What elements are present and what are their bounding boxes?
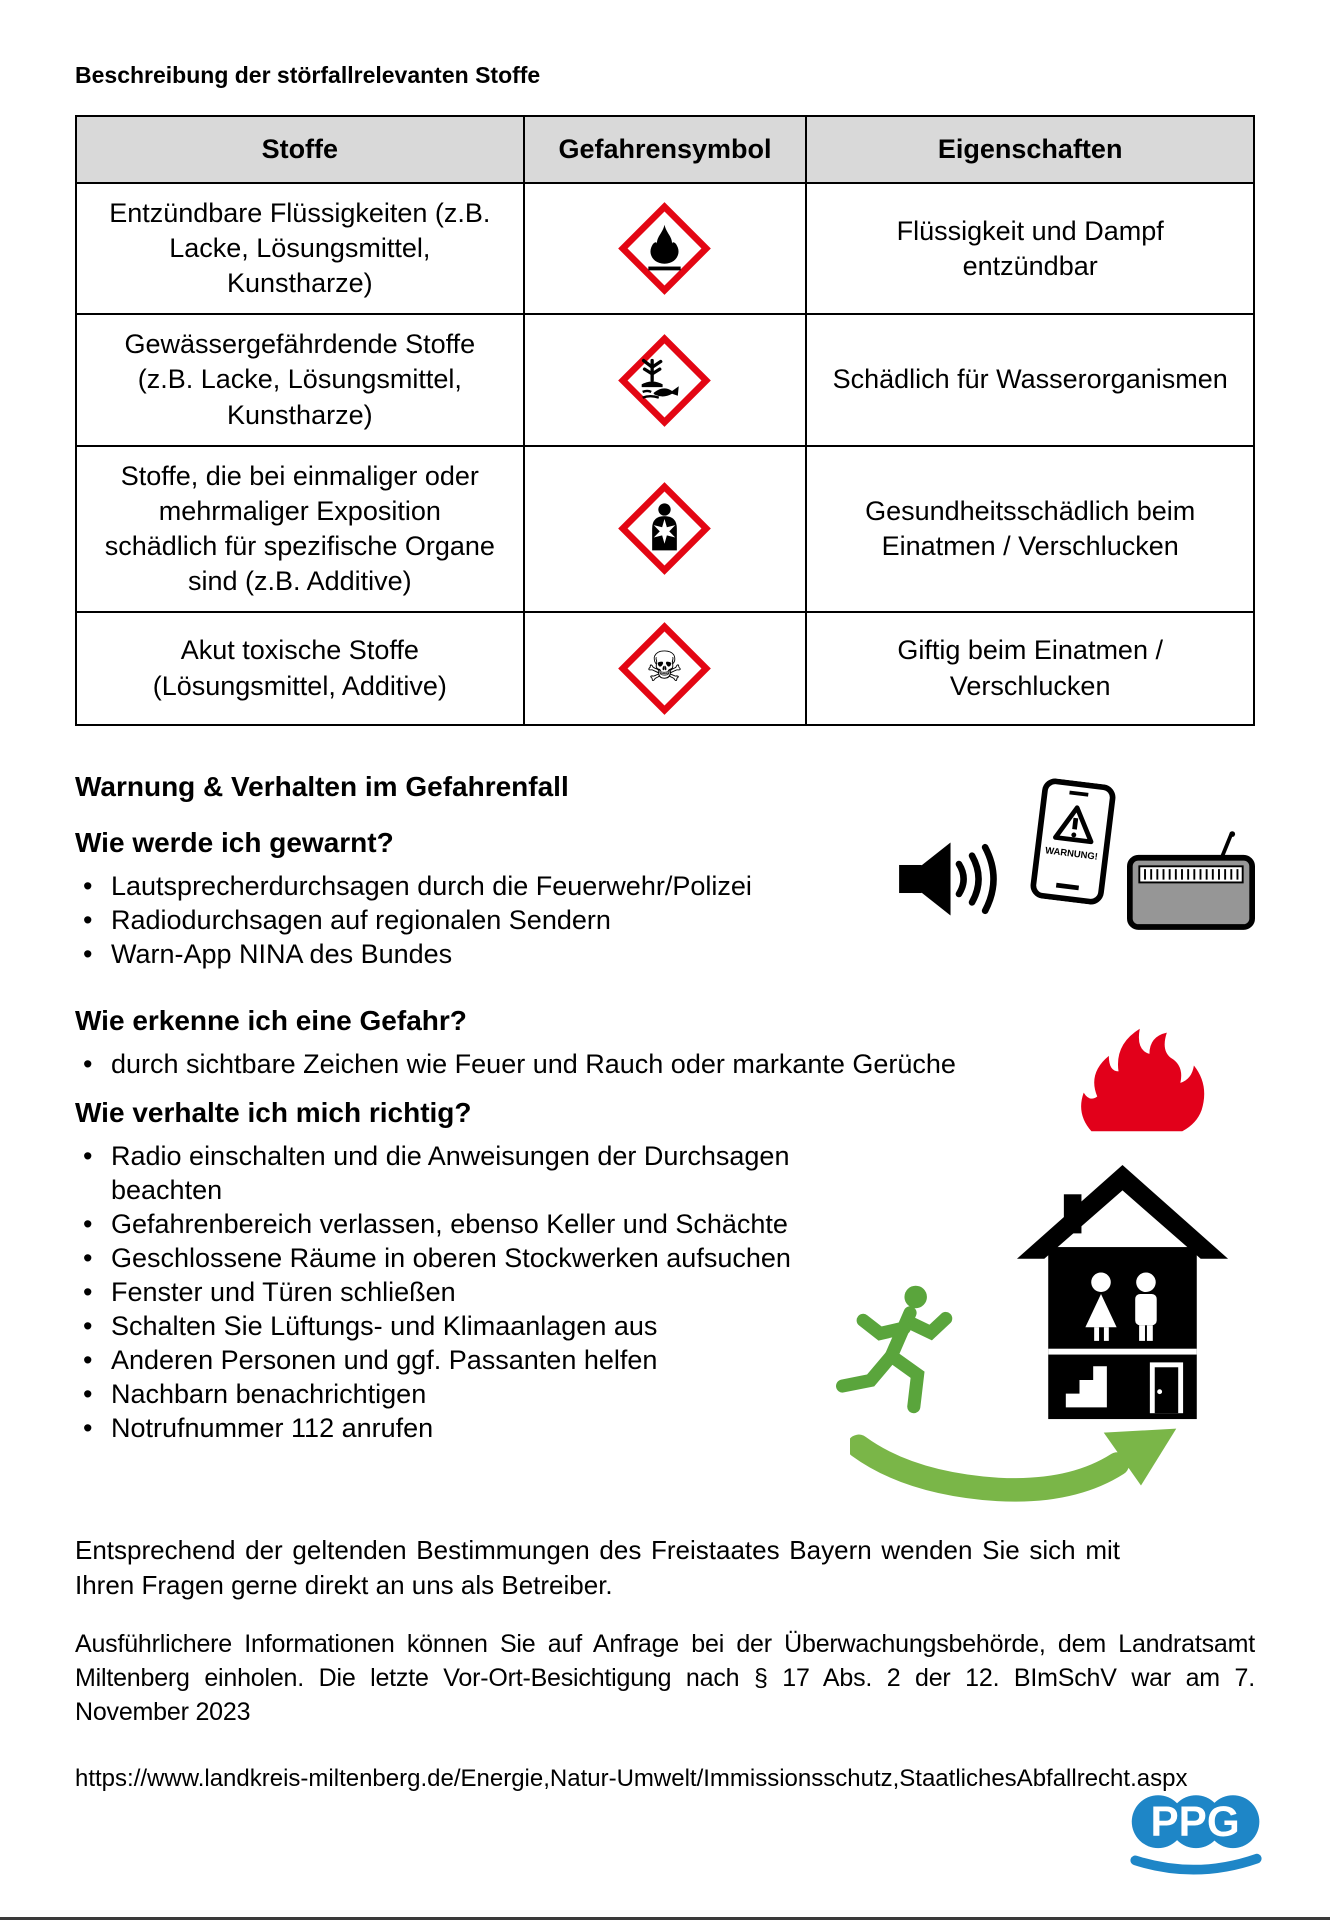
house-shelter-icon [1015,1161,1230,1425]
fire-icon [1070,1023,1225,1139]
table-row [76,612,1254,725]
section-title-warnung: Warnung & Verhalten im Gefahrenfall [75,771,569,803]
symbol-cell [524,183,807,314]
property-cell: Flüssigkeit und Dampf entzündbar [806,183,1254,314]
bullet-item: • Schalten Sie Lüftungs- und Klimaanlagen aus [75,1309,855,1343]
subsection-heading-warned: Wie werde ich gewarnt? [75,827,394,859]
subsection-heading-recognize: Wie erkenne ich eine Gefahr? [75,1005,467,1037]
substance-cell: Entzündbare Flüssigkeiten (z.B. Lacke, Lösungsmittel, Kunstharze) [76,183,524,314]
bullet-item: • durch sichtbare Zeichen wie Feuer und Rauch oder markante Gerüche [75,1047,1035,1081]
skull-glyph: ☠ [646,641,684,691]
bullet-item: • Radiodurchsagen auf regionalen Sendern [75,903,835,937]
table-row [76,183,1254,314]
ghs-flame-icon [617,201,712,296]
ppg-logo-text: PPG [1150,1797,1240,1845]
bullet-item: • Lautsprecherdurchsagen durch die Feuerwehr/Polizei [75,869,835,903]
property-cell: Gesundheitsschädlich beim Einatmen / Verschlucken [806,446,1254,612]
symbol-cell [524,446,807,612]
table-row [76,446,1254,612]
page-title: Beschreibung der störfallrelevanten Stoffe [75,62,541,88]
substances-table [75,115,1255,726]
warn-app-phone-icon [1028,777,1118,906]
paragraph-operator: Entsprechend der geltenden Bestimmungen des Freistaates Bayern wenden Sie sich mit Ihren Fragen gerne direkt an uns als Betreiber. [75,1535,1120,1600]
ppg-logo [1130,1788,1262,1885]
loudspeaker-icon [897,836,1019,922]
closing-paragraphs [75,1533,1255,1793]
substance-cell: Akut toxische Stoffe (Lösungsmittel, Additive) [76,612,524,725]
phone-screen-label: WARNUNG! [1044,845,1099,863]
alert-icons [897,781,1255,931]
table-header-row [76,116,1254,183]
bullet-item: • Gefahrenbereich verlassen, ebenso Keller und Schächte [75,1207,855,1241]
recognize-bullet-list [75,1047,1035,1081]
behave-bullet-list [75,1139,855,1445]
running-person-icon [835,1281,957,1431]
document-url: https://www.landkreis-miltenberg.de/Energie,Natur-Umwelt/Immissionsschutz,StaatlichesAbfallrecht.aspx [75,1764,1188,1792]
paragraph-authority: Ausführlichere Informationen können Sie auf Anfrage bei der Überwachungsbehörde, dem Landratsamt Miltenberg einholen. Die letzte Vor-Ort-Besichtigung nach § 17 Abs. 2 der 12. BImSchV war am 7. November 2023 [75,1629,1255,1726]
ghs-skull-crossbones-icon [617,621,712,716]
ppg-logo-graphic [1130,1788,1262,1880]
substance-cell: Stoffe, die bei einmaliger oder mehrmaliger Exposition schädlich für spezifische Organe sind (z.B. Additive) [76,446,524,612]
bullet-item: • Radio einschalten und die Anweisungen der Durchsagen beachten [75,1139,855,1207]
warned-bullet-list [75,869,835,971]
bullet-item: • Anderen Personen und ggf. Passanten helfen [75,1343,855,1377]
col-header-gefahrensymbol: Gefahrensymbol [524,116,807,183]
property-cell: Giftig beim Einatmen / Verschlucken [806,612,1254,725]
evacuation-arrow-icon [850,1413,1185,1511]
symbol-cell [524,314,807,445]
ghs-health-hazard-icon [617,481,712,576]
bullet-item: • Notrufnummer 112 anrufen [75,1411,855,1445]
table-row [76,314,1254,445]
bullet-item: • Geschlossene Räume in oberen Stockwerken aufsuchen [75,1241,855,1275]
col-header-eigenschaften: Eigenschaften [806,116,1254,183]
radio-icon [1127,831,1255,931]
bullet-item: • Nachbarn benachrichtigen [75,1377,855,1411]
bullet-item: • Warn-App NINA des Bundes [75,937,835,971]
bullet-item: • Fenster und Türen schließen [75,1275,855,1309]
warning-section [75,771,1255,1793]
property-cell: Schädlich für Wasserorganismen [806,314,1254,445]
symbol-cell [524,612,807,725]
substance-cell: Gewässergefährdende Stoffe (z.B. Lacke, Lösungsmittel, Kunstharze) [76,314,524,445]
subsection-heading-behave: Wie verhalte ich mich richtig? [75,1097,472,1129]
col-header-stoffe: Stoffe [76,116,524,183]
evacuation-graphic [835,1161,1230,1511]
ghs-environment-icon [617,333,712,428]
